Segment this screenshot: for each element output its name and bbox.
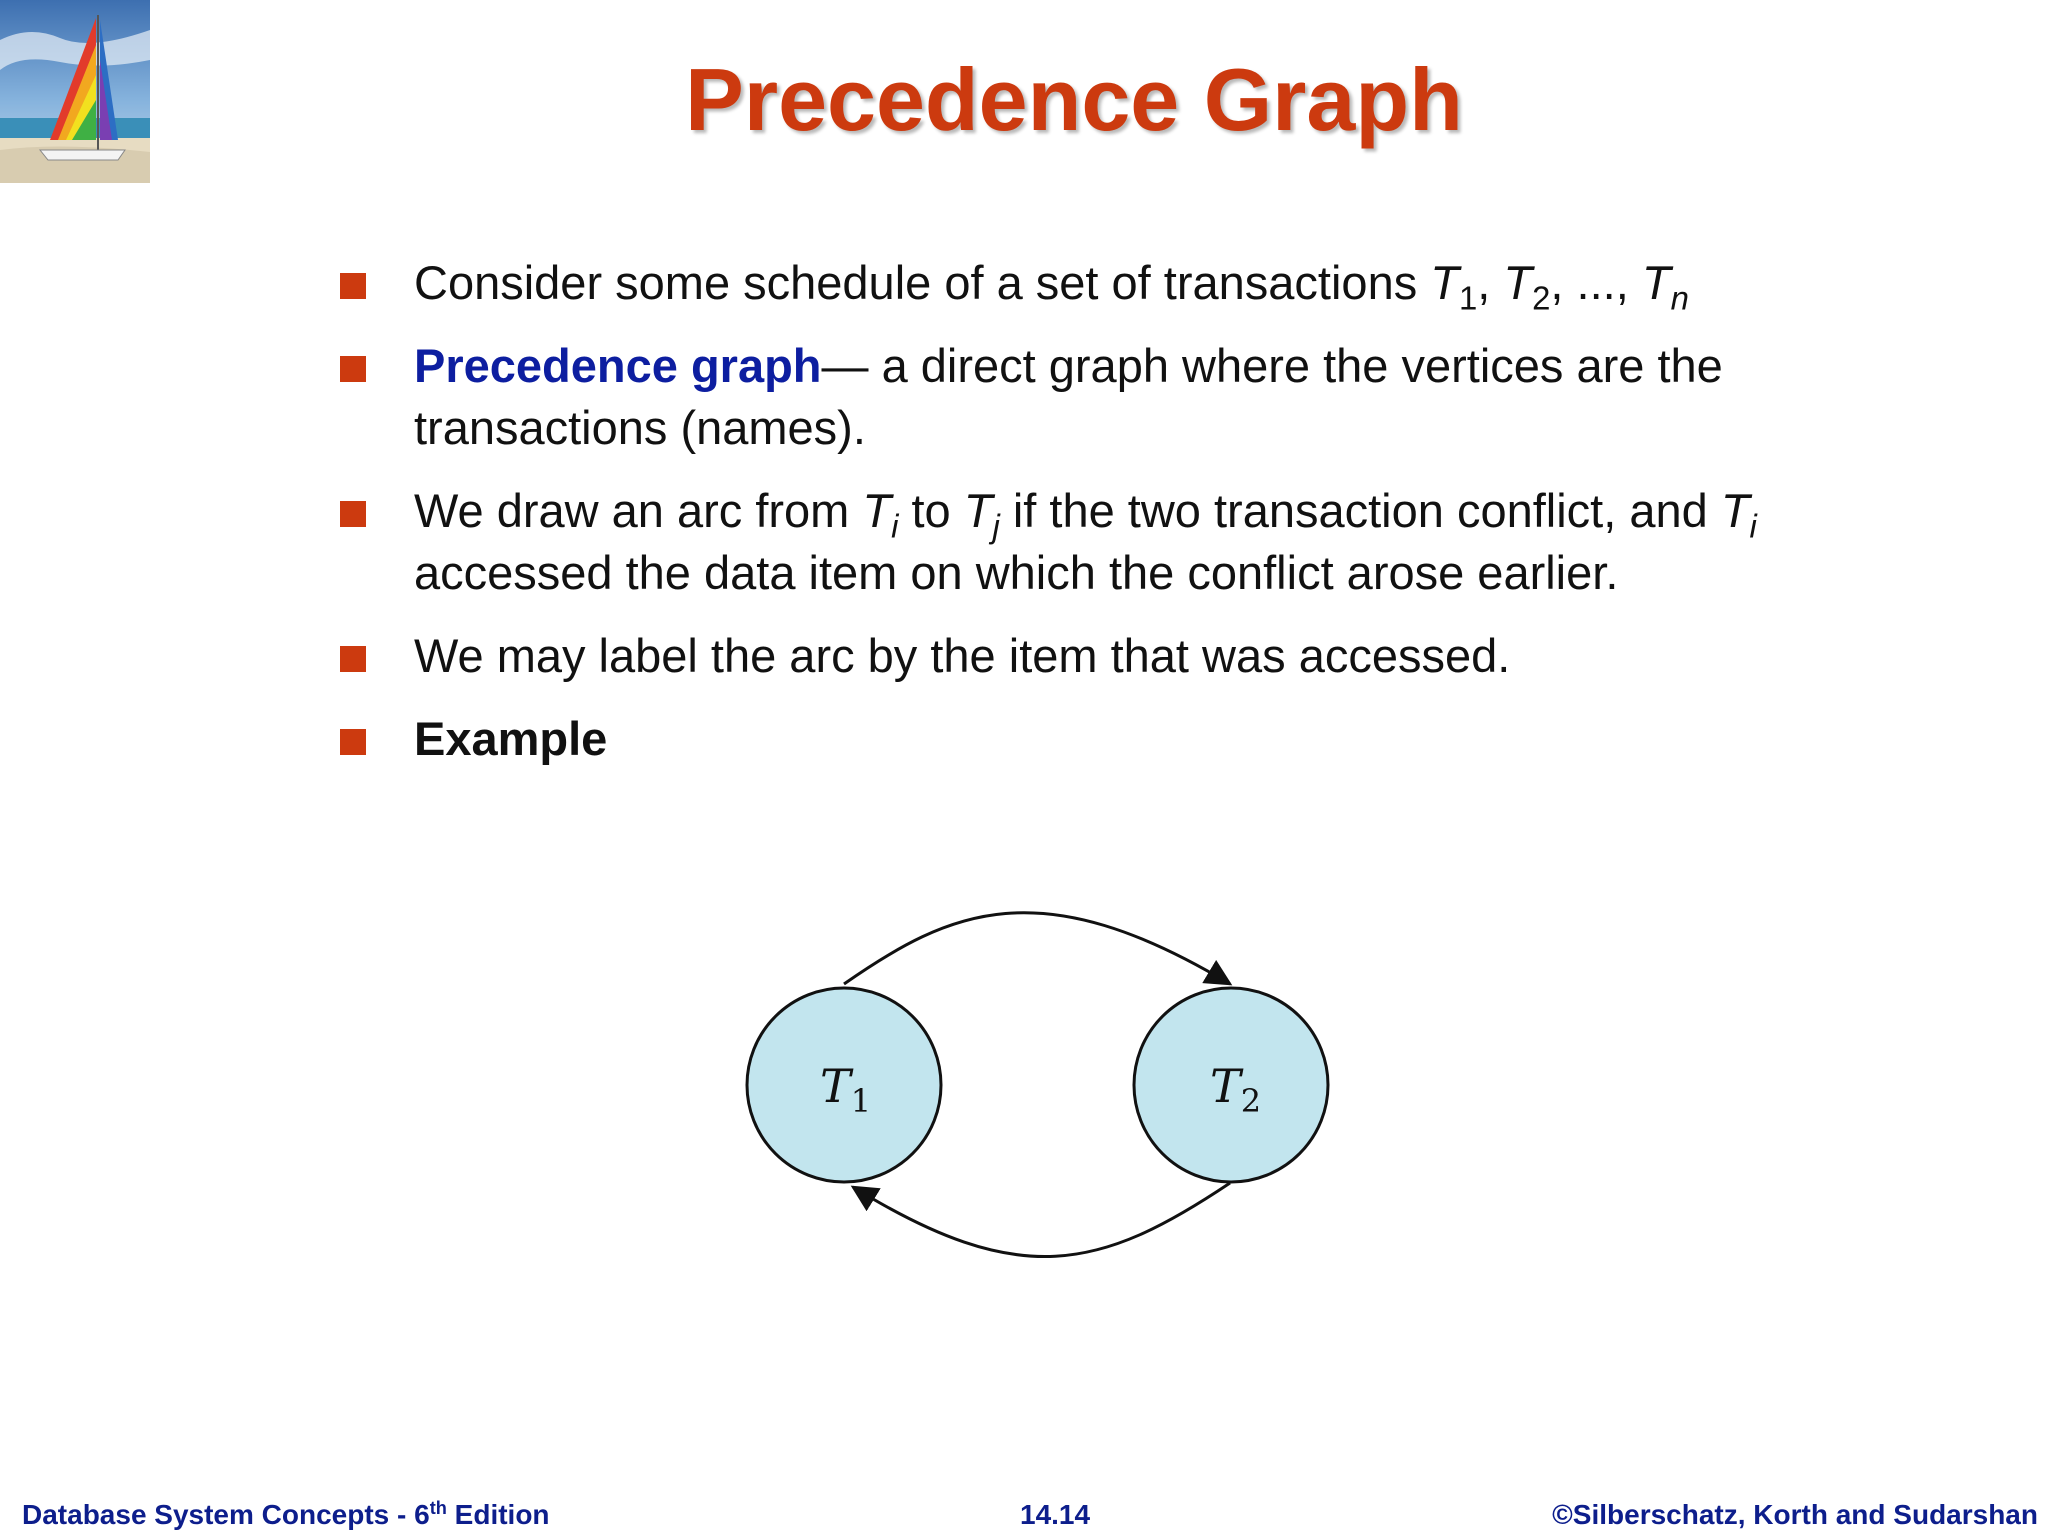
bullet-consider-schedule (340, 252, 1840, 317)
example-label: Example (414, 712, 608, 765)
bullet-text: Consider some schedule of a set of transactions (414, 256, 1431, 309)
transaction-symbol: T (862, 484, 892, 537)
term-precedence-graph: Precedence graph (414, 339, 822, 392)
bullet-example (340, 708, 1840, 770)
subscript: i (1749, 507, 1757, 545)
separator: , ..., (1550, 256, 1642, 309)
subscript: 2 (1532, 279, 1551, 317)
bullet-text: accessed the data item on which the conflict arose earlier. (414, 546, 1619, 599)
precedence-graph-diagram (700, 880, 1400, 1280)
bullet-list (340, 252, 1840, 791)
arc-t1-to-t2 (844, 913, 1230, 984)
subscript: 1 (1458, 279, 1478, 317)
transaction-symbol: T (1641, 256, 1671, 309)
square-bullet-icon (340, 501, 366, 527)
transaction-symbol: T (963, 484, 993, 537)
square-bullet-icon (340, 273, 366, 299)
transaction-symbol: T (1720, 484, 1750, 537)
bullet-text: We may label the arc by the item that was accessed. (414, 629, 1511, 682)
arc-t2-to-t1 (853, 1183, 1230, 1257)
subscript: i (891, 507, 899, 545)
separator: , (1477, 256, 1504, 309)
square-bullet-icon (340, 356, 366, 382)
square-bullet-icon (340, 729, 366, 755)
slide-title: Precedence Graph (685, 50, 1463, 149)
bullet-text: — a direct graph where the vertices are the transactions (names). (414, 339, 1723, 454)
bullet-draw-arc (340, 480, 1840, 604)
footer-copyright: ©Silberschatz, Korth and Sudarshan (1552, 1499, 2038, 1530)
node-t1-label: $T_1$ (820, 1059, 872, 1120)
bullet-precedence-graph-definition (340, 335, 1840, 459)
footer-book-title: Database System Concepts - 6th Edition (22, 1498, 550, 1530)
bullet-text: to (898, 484, 964, 537)
bullet-label-arc (340, 625, 1840, 687)
square-bullet-icon (340, 646, 366, 672)
node-t2-label: $T_2$ (1210, 1059, 1262, 1120)
bullet-text: if the two transaction conflict, and (999, 484, 1721, 537)
subscript: n (1670, 279, 1689, 317)
transaction-symbol: T (1430, 256, 1459, 309)
subscript: j (992, 507, 1000, 545)
transaction-symbol: T (1503, 256, 1533, 309)
footer-slide-number: 14.14 (1020, 1499, 1091, 1530)
bullet-text: We draw an arc from (414, 484, 863, 537)
